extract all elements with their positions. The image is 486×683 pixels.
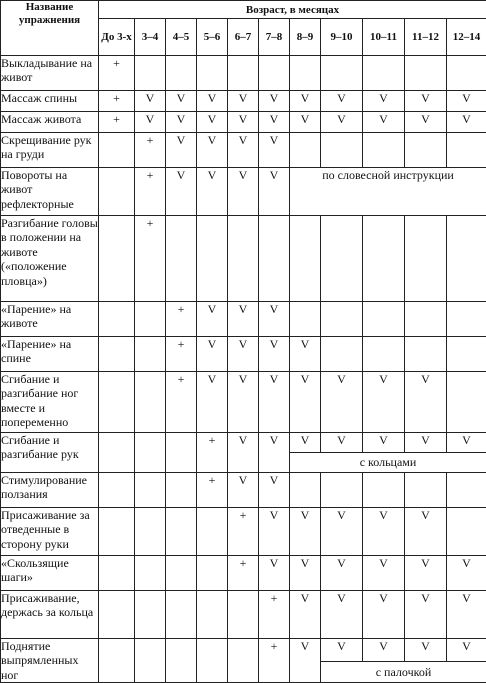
table-cell xyxy=(135,302,166,337)
table-cell: V xyxy=(135,91,166,112)
table-cell xyxy=(197,508,228,556)
table-cell: V xyxy=(290,591,321,639)
table-cell: V xyxy=(363,591,405,639)
instruction-note: по словесной инструкции xyxy=(290,168,486,216)
table-cell: + xyxy=(259,639,290,683)
table-cell xyxy=(363,133,405,168)
table-cell: V xyxy=(290,337,321,372)
table-cell xyxy=(447,133,486,168)
table-cell xyxy=(259,56,290,91)
exercise-name: «Парение» на спине xyxy=(1,337,99,372)
table-cell: V xyxy=(321,112,363,133)
table-cell: V xyxy=(290,433,321,453)
header-age-col: 4–5 xyxy=(166,19,197,56)
table-cell: V xyxy=(228,372,259,433)
table-cell xyxy=(447,302,486,337)
exercise-name: Повороты на живот рефлекторные xyxy=(1,168,99,216)
table-cell: V xyxy=(321,508,363,556)
table-cell: V xyxy=(228,112,259,133)
table-cell: V xyxy=(405,556,447,591)
table-cell: + xyxy=(135,133,166,168)
header-age-col: До 3-х xyxy=(99,19,135,56)
exercise-name: Выкладывание на живот xyxy=(1,56,99,91)
table-cell xyxy=(363,473,405,508)
exercise-name: Сгибание и разгибание рук xyxy=(1,433,99,473)
table-row xyxy=(1,433,486,453)
exercise-name: «Скользящие шаги» xyxy=(1,556,99,591)
table-cell xyxy=(290,216,321,302)
table-cell: V xyxy=(197,337,228,372)
table-row xyxy=(1,591,486,639)
exercise-name: Массаж спины xyxy=(1,91,99,112)
table-cell: V xyxy=(259,337,290,372)
table-cell xyxy=(447,216,486,302)
table-cell xyxy=(405,216,447,302)
table-cell xyxy=(135,591,166,639)
table-cell: V xyxy=(363,433,405,453)
table-cell xyxy=(405,56,447,91)
table-cell: V xyxy=(447,112,486,133)
table-cell: V xyxy=(405,639,447,662)
table-cell: + xyxy=(135,216,166,302)
table-cell: V xyxy=(197,91,228,112)
table-cell: V xyxy=(405,91,447,112)
table-cell: V xyxy=(321,591,363,639)
table-cell: V xyxy=(197,133,228,168)
table-cell xyxy=(197,591,228,639)
table-cell xyxy=(447,337,486,372)
table-cell: + xyxy=(228,508,259,556)
table-cell xyxy=(228,56,259,91)
table-cell xyxy=(166,591,197,639)
table-cell xyxy=(321,216,363,302)
table-row xyxy=(1,302,486,337)
table-cell: + xyxy=(197,433,228,473)
table-cell xyxy=(228,639,259,683)
table-cell xyxy=(166,473,197,508)
table-cell: V xyxy=(290,639,321,683)
table-cell xyxy=(166,216,197,302)
header-age-col: 11–12 xyxy=(405,19,447,56)
table-cell: V xyxy=(363,91,405,112)
table-row xyxy=(1,168,486,216)
table-cell: V xyxy=(259,556,290,591)
table-cell: V xyxy=(228,433,259,473)
table-cell xyxy=(290,302,321,337)
table-cell: + xyxy=(99,56,135,91)
table-cell xyxy=(447,508,486,556)
header-age-col: 5–6 xyxy=(197,19,228,56)
table-cell: V xyxy=(447,433,486,453)
table-cell xyxy=(228,216,259,302)
table-cell: V xyxy=(405,591,447,639)
table-cell xyxy=(99,372,135,433)
table-cell xyxy=(259,216,290,302)
table-cell xyxy=(447,372,486,433)
table-cell: V xyxy=(405,508,447,556)
header-age-col: 9–10 xyxy=(321,19,363,56)
table-cell xyxy=(321,56,363,91)
table-cell xyxy=(135,337,166,372)
table-cell xyxy=(99,508,135,556)
exercise-name: Стимулирование ползания xyxy=(1,473,99,508)
table-cell xyxy=(99,639,135,683)
table-cell xyxy=(99,168,135,216)
table-cell: V xyxy=(197,372,228,433)
table-cell: V xyxy=(321,91,363,112)
table-row xyxy=(1,133,486,168)
exercise-name: Присаживание, держась за кольца xyxy=(1,591,99,639)
exercise-name: Сгибание и разгибание ног вместе и попеременно xyxy=(1,372,99,433)
table-cell xyxy=(99,556,135,591)
table-row xyxy=(1,556,486,591)
exercise-name: Скрещивание рук на груди xyxy=(1,133,99,168)
table-cell: V xyxy=(259,302,290,337)
table-cell: V xyxy=(321,433,363,453)
table-cell: + xyxy=(99,91,135,112)
table-cell: V xyxy=(228,91,259,112)
table-cell: V xyxy=(259,433,290,473)
table-cell xyxy=(135,372,166,433)
table-cell xyxy=(166,508,197,556)
table-cell xyxy=(135,556,166,591)
header-age-col: 12–14 xyxy=(447,19,486,56)
table-cell xyxy=(290,133,321,168)
table-cell: + xyxy=(135,168,166,216)
table-cell: V xyxy=(166,112,197,133)
table-cell xyxy=(197,556,228,591)
table-cell xyxy=(405,302,447,337)
table-cell xyxy=(166,556,197,591)
table-row xyxy=(1,639,486,662)
table-cell xyxy=(290,473,321,508)
table-cell: V xyxy=(197,302,228,337)
table-cell xyxy=(99,337,135,372)
exercise-name: Поднятие выпрямленных ног xyxy=(1,639,99,683)
table-cell xyxy=(166,56,197,91)
table-cell xyxy=(166,639,197,683)
header-age-col: 7–8 xyxy=(259,19,290,56)
table-cell xyxy=(135,639,166,683)
table-cell xyxy=(99,133,135,168)
table-cell: V xyxy=(290,112,321,133)
table-cell xyxy=(228,591,259,639)
header-age-months: Возраст, в месяцах xyxy=(99,1,486,19)
table-cell: V xyxy=(290,91,321,112)
table-cell xyxy=(363,337,405,372)
table-cell: V xyxy=(405,433,447,453)
table-cell xyxy=(363,56,405,91)
table-cell: V xyxy=(166,133,197,168)
table-cell xyxy=(363,216,405,302)
table-cell: V xyxy=(321,372,363,433)
table-cell: V xyxy=(259,91,290,112)
table-cell: + xyxy=(166,337,197,372)
table-row xyxy=(1,56,486,91)
table-cell xyxy=(363,302,405,337)
table-cell xyxy=(135,56,166,91)
table-row xyxy=(1,337,486,372)
table-cell xyxy=(321,337,363,372)
table-cell: V xyxy=(135,112,166,133)
table-cell: V xyxy=(321,639,363,662)
header-exercise-name: Название упражнения xyxy=(1,1,99,56)
table-cell: V xyxy=(363,112,405,133)
exercise-name: Разгибание головы в положении на животе («положение пловца») xyxy=(1,216,99,302)
table-cell xyxy=(197,639,228,683)
header-age-col: 10–11 xyxy=(363,19,405,56)
table-cell xyxy=(321,133,363,168)
table-cell xyxy=(405,133,447,168)
table-cell xyxy=(447,473,486,508)
table-cell xyxy=(321,302,363,337)
table-cell xyxy=(197,216,228,302)
table-cell: V xyxy=(197,168,228,216)
table-cell: V xyxy=(290,372,321,433)
table-cell: V xyxy=(447,591,486,639)
table-cell xyxy=(99,473,135,508)
exercise-name: Массаж живота xyxy=(1,112,99,133)
table-cell: V xyxy=(259,508,290,556)
table-cell: + xyxy=(166,372,197,433)
table-cell xyxy=(290,56,321,91)
table-cell: V xyxy=(228,337,259,372)
table-row xyxy=(1,508,486,556)
table-cell: V xyxy=(166,91,197,112)
table-cell xyxy=(135,473,166,508)
exercise-name: «Парение» на животе xyxy=(1,302,99,337)
table-cell: + xyxy=(197,473,228,508)
table-cell xyxy=(166,433,197,473)
table-cell: + xyxy=(99,112,135,133)
header-age-col: 3–4 xyxy=(135,19,166,56)
table-cell: V xyxy=(447,91,486,112)
table-cell xyxy=(405,473,447,508)
table-row xyxy=(1,216,486,302)
table-cell: V xyxy=(228,302,259,337)
table-cell: V xyxy=(290,508,321,556)
table-cell: V xyxy=(363,372,405,433)
table-cell: V xyxy=(363,508,405,556)
table-cell xyxy=(99,302,135,337)
table-cell xyxy=(135,433,166,473)
table-cell: V xyxy=(447,556,486,591)
table-row xyxy=(1,473,486,508)
table-cell: V xyxy=(363,639,405,662)
table-cell xyxy=(405,337,447,372)
table-cell: V xyxy=(197,112,228,133)
table-cell xyxy=(321,473,363,508)
table-cell: V xyxy=(259,372,290,433)
table-cell: + xyxy=(259,591,290,639)
equipment-note: с палочкой xyxy=(321,662,486,683)
table-cell: V xyxy=(447,639,486,662)
exercise-name: Присаживание за отведенные в сторону руки xyxy=(1,508,99,556)
equipment-note: с кольцами xyxy=(290,453,486,473)
table-cell: V xyxy=(166,168,197,216)
table-cell: V xyxy=(363,556,405,591)
table-cell: V xyxy=(259,473,290,508)
table-row xyxy=(1,372,486,433)
table-cell: V xyxy=(405,112,447,133)
table-cell: V xyxy=(405,372,447,433)
table-cell: V xyxy=(228,168,259,216)
table-cell xyxy=(135,508,166,556)
table-cell: V xyxy=(259,168,290,216)
table-cell xyxy=(197,56,228,91)
table-cell: V xyxy=(228,473,259,508)
header-age-col: 6–7 xyxy=(228,19,259,56)
table-cell: V xyxy=(290,556,321,591)
table-cell xyxy=(99,216,135,302)
table-row xyxy=(1,112,486,133)
table-cell: + xyxy=(228,556,259,591)
table-cell: + xyxy=(166,302,197,337)
table-row xyxy=(1,91,486,112)
table-cell xyxy=(99,433,135,473)
table-cell: V xyxy=(321,556,363,591)
table-cell: V xyxy=(259,133,290,168)
table-cell xyxy=(99,591,135,639)
table-cell xyxy=(447,56,486,91)
table-cell: V xyxy=(228,133,259,168)
header-age-col: 8–9 xyxy=(290,19,321,56)
table-cell: V xyxy=(259,112,290,133)
